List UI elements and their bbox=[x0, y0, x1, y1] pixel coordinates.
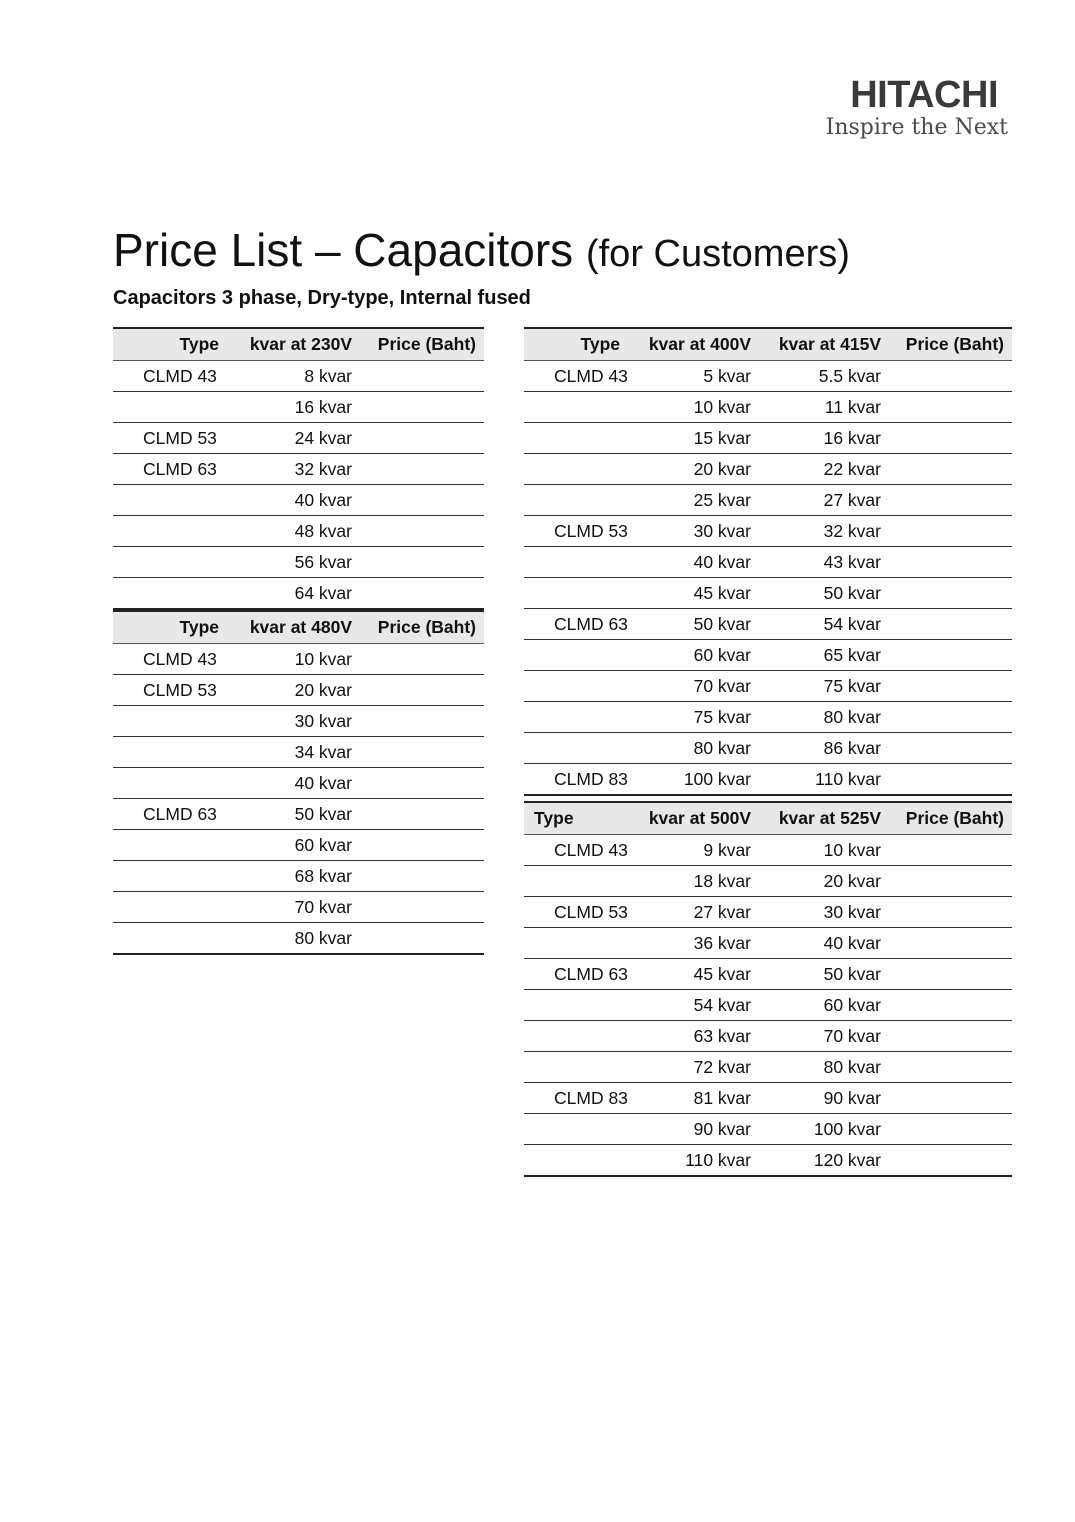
table-row bbox=[524, 671, 1012, 702]
table-row bbox=[524, 733, 1012, 764]
page-title bbox=[113, 222, 850, 282]
table-row bbox=[113, 578, 484, 610]
table-row bbox=[524, 1114, 1012, 1145]
kvar-cell: 64 kvar bbox=[227, 578, 360, 610]
kvar-cell: 80 kvar bbox=[628, 733, 759, 764]
table-row bbox=[113, 799, 484, 830]
kvar-cell: 81 kvar bbox=[628, 1083, 759, 1114]
type-cell: CLMD 63 bbox=[524, 609, 628, 640]
type-cell bbox=[113, 768, 227, 799]
kvar-cell: 24 kvar bbox=[227, 423, 360, 454]
type-cell bbox=[524, 733, 628, 764]
type-cell bbox=[524, 1145, 628, 1177]
kvar-cell: 20 kvar bbox=[759, 866, 889, 897]
price-cell bbox=[360, 644, 484, 675]
column-header: kvar at 500V bbox=[628, 802, 759, 835]
type-cell: CLMD 43 bbox=[113, 361, 227, 392]
table-row bbox=[524, 959, 1012, 990]
kvar-cell: 90 kvar bbox=[759, 1083, 889, 1114]
kvar-cell: 10 kvar bbox=[628, 392, 759, 423]
kvar-cell: 30 kvar bbox=[759, 897, 889, 928]
table-row bbox=[524, 609, 1012, 640]
table-row bbox=[524, 866, 1012, 897]
type-cell bbox=[524, 1052, 628, 1083]
price-cell bbox=[889, 423, 1012, 454]
kvar-cell: 68 kvar bbox=[227, 861, 360, 892]
kvar-cell: 120 kvar bbox=[759, 1145, 889, 1177]
kvar-cell: 16 kvar bbox=[759, 423, 889, 454]
table-row bbox=[524, 640, 1012, 671]
price-cell bbox=[360, 454, 484, 485]
table-row bbox=[524, 990, 1012, 1021]
kvar-cell: 75 kvar bbox=[759, 671, 889, 702]
page-title-sub: (for Customers) bbox=[585, 233, 850, 275]
table-row bbox=[113, 892, 484, 923]
kvar-cell: 45 kvar bbox=[628, 578, 759, 609]
table-row bbox=[524, 897, 1012, 928]
price-cell bbox=[360, 485, 484, 516]
table-row bbox=[524, 1052, 1012, 1083]
logo-tagline: Inspire the Next bbox=[825, 115, 1008, 140]
column-header: kvar at 480V bbox=[227, 611, 360, 644]
table-header bbox=[524, 328, 1012, 361]
table-row bbox=[113, 644, 484, 675]
type-cell: CLMD 43 bbox=[524, 835, 628, 866]
kvar-cell: 54 kvar bbox=[628, 990, 759, 1021]
kvar-cell: 60 kvar bbox=[227, 830, 360, 861]
price-cell bbox=[360, 392, 484, 423]
kvar-cell: 32 kvar bbox=[759, 516, 889, 547]
table-row bbox=[524, 1083, 1012, 1114]
table-row bbox=[113, 737, 484, 768]
kvar-cell: 10 kvar bbox=[227, 644, 360, 675]
column-header: kvar at 415V bbox=[759, 328, 889, 361]
type-cell bbox=[113, 706, 227, 737]
type-cell bbox=[524, 702, 628, 733]
kvar-cell: 25 kvar bbox=[628, 485, 759, 516]
table-row bbox=[113, 454, 484, 485]
type-cell bbox=[113, 923, 227, 955]
table-row bbox=[113, 675, 484, 706]
price-cell bbox=[889, 1145, 1012, 1177]
type-cell: CLMD 43 bbox=[524, 361, 628, 392]
kvar-cell: 60 kvar bbox=[628, 640, 759, 671]
column-header: Type bbox=[524, 802, 628, 835]
type-cell bbox=[113, 516, 227, 547]
kvar-cell: 30 kvar bbox=[227, 706, 360, 737]
price-cell bbox=[889, 640, 1012, 671]
price-cell bbox=[889, 547, 1012, 578]
type-cell: CLMD 53 bbox=[113, 423, 227, 454]
kvar-cell: 40 kvar bbox=[227, 768, 360, 799]
kvar-cell: 100 kvar bbox=[628, 764, 759, 796]
price-table-230v bbox=[113, 327, 484, 610]
kvar-cell: 16 kvar bbox=[227, 392, 360, 423]
kvar-cell: 11 kvar bbox=[759, 392, 889, 423]
kvar-cell: 5 kvar bbox=[628, 361, 759, 392]
table-row bbox=[524, 835, 1012, 866]
table-row bbox=[524, 547, 1012, 578]
column-header: kvar at 525V bbox=[759, 802, 889, 835]
table-row bbox=[524, 702, 1012, 733]
type-cell bbox=[524, 392, 628, 423]
kvar-cell: 32 kvar bbox=[227, 454, 360, 485]
price-table-500v-525v bbox=[524, 801, 1012, 1177]
kvar-cell: 40 kvar bbox=[227, 485, 360, 516]
price-cell bbox=[360, 861, 484, 892]
price-cell bbox=[360, 830, 484, 861]
price-cell bbox=[889, 733, 1012, 764]
kvar-cell: 34 kvar bbox=[227, 737, 360, 768]
kvar-cell: 75 kvar bbox=[628, 702, 759, 733]
price-cell bbox=[889, 485, 1012, 516]
kvar-cell: 30 kvar bbox=[628, 516, 759, 547]
type-cell: CLMD 83 bbox=[524, 764, 628, 796]
type-cell bbox=[524, 1021, 628, 1052]
kvar-cell: 65 kvar bbox=[759, 640, 889, 671]
price-cell bbox=[360, 892, 484, 923]
column-header: Price (Baht) bbox=[889, 802, 1012, 835]
table-body bbox=[113, 644, 484, 955]
logo-brand: HITACHI bbox=[850, 74, 998, 116]
kvar-cell: 20 kvar bbox=[628, 454, 759, 485]
price-table-400v-415v bbox=[524, 327, 1012, 796]
price-cell bbox=[889, 959, 1012, 990]
table-row bbox=[113, 516, 484, 547]
price-cell bbox=[889, 1114, 1012, 1145]
type-cell bbox=[524, 1114, 628, 1145]
type-cell bbox=[113, 892, 227, 923]
kvar-cell: 18 kvar bbox=[628, 866, 759, 897]
type-cell bbox=[524, 640, 628, 671]
type-cell bbox=[113, 578, 227, 610]
price-cell bbox=[360, 578, 484, 610]
table-row bbox=[113, 768, 484, 799]
hitachi-logo bbox=[780, 76, 1012, 142]
table-row bbox=[113, 547, 484, 578]
type-cell bbox=[524, 578, 628, 609]
kvar-cell: 43 kvar bbox=[759, 547, 889, 578]
price-cell bbox=[889, 392, 1012, 423]
table-row bbox=[113, 706, 484, 737]
price-cell bbox=[360, 799, 484, 830]
table-row bbox=[524, 928, 1012, 959]
column-header: Price (Baht) bbox=[360, 328, 484, 361]
price-cell bbox=[889, 835, 1012, 866]
price-cell bbox=[889, 578, 1012, 609]
price-cell bbox=[889, 928, 1012, 959]
table-row bbox=[113, 830, 484, 861]
table-row bbox=[524, 454, 1012, 485]
price-cell bbox=[889, 990, 1012, 1021]
kvar-cell: 70 kvar bbox=[628, 671, 759, 702]
type-cell bbox=[113, 485, 227, 516]
kvar-cell: 45 kvar bbox=[628, 959, 759, 990]
price-cell bbox=[360, 923, 484, 955]
kvar-cell: 27 kvar bbox=[759, 485, 889, 516]
kvar-cell: 40 kvar bbox=[759, 928, 889, 959]
kvar-cell: 22 kvar bbox=[759, 454, 889, 485]
price-cell bbox=[889, 897, 1012, 928]
kvar-cell: 50 kvar bbox=[227, 799, 360, 830]
kvar-cell: 86 kvar bbox=[759, 733, 889, 764]
table-row bbox=[524, 361, 1012, 392]
column-header: kvar at 230V bbox=[227, 328, 360, 361]
page-title-main: Price List – Capacitors bbox=[113, 224, 574, 276]
kvar-cell: 50 kvar bbox=[759, 578, 889, 609]
kvar-cell: 60 kvar bbox=[759, 990, 889, 1021]
type-cell: CLMD 63 bbox=[524, 959, 628, 990]
table-body bbox=[524, 835, 1012, 1177]
price-cell bbox=[360, 547, 484, 578]
column-header: Type bbox=[524, 328, 628, 361]
type-cell bbox=[524, 454, 628, 485]
kvar-cell: 56 kvar bbox=[227, 547, 360, 578]
price-cell bbox=[889, 1052, 1012, 1083]
table-row bbox=[113, 485, 484, 516]
kvar-cell: 80 kvar bbox=[759, 1052, 889, 1083]
price-cell bbox=[889, 1083, 1012, 1114]
kvar-cell: 27 kvar bbox=[628, 897, 759, 928]
kvar-cell: 36 kvar bbox=[628, 928, 759, 959]
table-row bbox=[113, 361, 484, 392]
type-cell: CLMD 53 bbox=[524, 516, 628, 547]
price-cell bbox=[889, 361, 1012, 392]
type-cell bbox=[524, 423, 628, 454]
kvar-cell: 80 kvar bbox=[759, 702, 889, 733]
column-header: Price (Baht) bbox=[889, 328, 1012, 361]
kvar-cell: 70 kvar bbox=[227, 892, 360, 923]
page-subtitle: Capacitors 3 phase, Dry-type, Internal fused bbox=[113, 287, 531, 309]
kvar-cell: 50 kvar bbox=[628, 609, 759, 640]
kvar-cell: 20 kvar bbox=[227, 675, 360, 706]
table-row bbox=[524, 1021, 1012, 1052]
kvar-cell: 80 kvar bbox=[227, 923, 360, 955]
kvar-cell: 8 kvar bbox=[227, 361, 360, 392]
kvar-cell: 110 kvar bbox=[759, 764, 889, 796]
table-row bbox=[524, 1145, 1012, 1177]
kvar-cell: 54 kvar bbox=[759, 609, 889, 640]
column-header: Price (Baht) bbox=[360, 611, 484, 644]
table-row bbox=[113, 392, 484, 423]
type-cell bbox=[524, 866, 628, 897]
price-cell bbox=[889, 764, 1012, 796]
table-row bbox=[524, 516, 1012, 547]
type-cell bbox=[113, 547, 227, 578]
kvar-cell: 63 kvar bbox=[628, 1021, 759, 1052]
table-row bbox=[524, 423, 1012, 454]
type-cell bbox=[113, 392, 227, 423]
price-cell bbox=[889, 454, 1012, 485]
price-cell bbox=[360, 423, 484, 454]
type-cell: CLMD 63 bbox=[113, 799, 227, 830]
type-cell: CLMD 83 bbox=[524, 1083, 628, 1114]
kvar-cell: 90 kvar bbox=[628, 1114, 759, 1145]
kvar-cell: 48 kvar bbox=[227, 516, 360, 547]
type-cell: CLMD 43 bbox=[113, 644, 227, 675]
column-header: kvar at 400V bbox=[628, 328, 759, 361]
kvar-cell: 110 kvar bbox=[628, 1145, 759, 1177]
kvar-cell: 40 kvar bbox=[628, 547, 759, 578]
price-cell bbox=[889, 866, 1012, 897]
kvar-cell: 50 kvar bbox=[759, 959, 889, 990]
column-header: Type bbox=[113, 328, 227, 361]
price-cell bbox=[360, 361, 484, 392]
kvar-cell: 72 kvar bbox=[628, 1052, 759, 1083]
price-cell bbox=[889, 1021, 1012, 1052]
type-cell: CLMD 53 bbox=[524, 897, 628, 928]
type-cell bbox=[524, 990, 628, 1021]
price-cell bbox=[360, 768, 484, 799]
kvar-cell: 15 kvar bbox=[628, 423, 759, 454]
table-row bbox=[524, 392, 1012, 423]
kvar-cell: 10 kvar bbox=[759, 835, 889, 866]
price-cell bbox=[889, 609, 1012, 640]
price-cell bbox=[360, 516, 484, 547]
table-row bbox=[113, 423, 484, 454]
table-header bbox=[113, 328, 484, 361]
table-body bbox=[524, 361, 1012, 796]
table-row bbox=[113, 923, 484, 955]
kvar-cell: 100 kvar bbox=[759, 1114, 889, 1145]
price-table-480v bbox=[113, 610, 484, 955]
price-cell bbox=[360, 675, 484, 706]
type-cell bbox=[113, 737, 227, 768]
type-cell bbox=[524, 928, 628, 959]
table-header bbox=[524, 802, 1012, 835]
type-cell bbox=[524, 485, 628, 516]
kvar-cell: 5.5 kvar bbox=[759, 361, 889, 392]
table-row bbox=[524, 764, 1012, 796]
type-cell: CLMD 53 bbox=[113, 675, 227, 706]
price-cell bbox=[360, 706, 484, 737]
table-body bbox=[113, 361, 484, 610]
table-row bbox=[113, 861, 484, 892]
type-cell bbox=[113, 830, 227, 861]
price-cell bbox=[889, 702, 1012, 733]
type-cell: CLMD 63 bbox=[113, 454, 227, 485]
kvar-cell: 70 kvar bbox=[759, 1021, 889, 1052]
table-row bbox=[524, 485, 1012, 516]
kvar-cell: 9 kvar bbox=[628, 835, 759, 866]
table-header bbox=[113, 611, 484, 644]
price-cell bbox=[360, 737, 484, 768]
type-cell bbox=[524, 671, 628, 702]
type-cell bbox=[113, 861, 227, 892]
column-header: Type bbox=[113, 611, 227, 644]
type-cell bbox=[524, 547, 628, 578]
price-cell bbox=[889, 671, 1012, 702]
table-row bbox=[524, 578, 1012, 609]
price-cell bbox=[889, 516, 1012, 547]
